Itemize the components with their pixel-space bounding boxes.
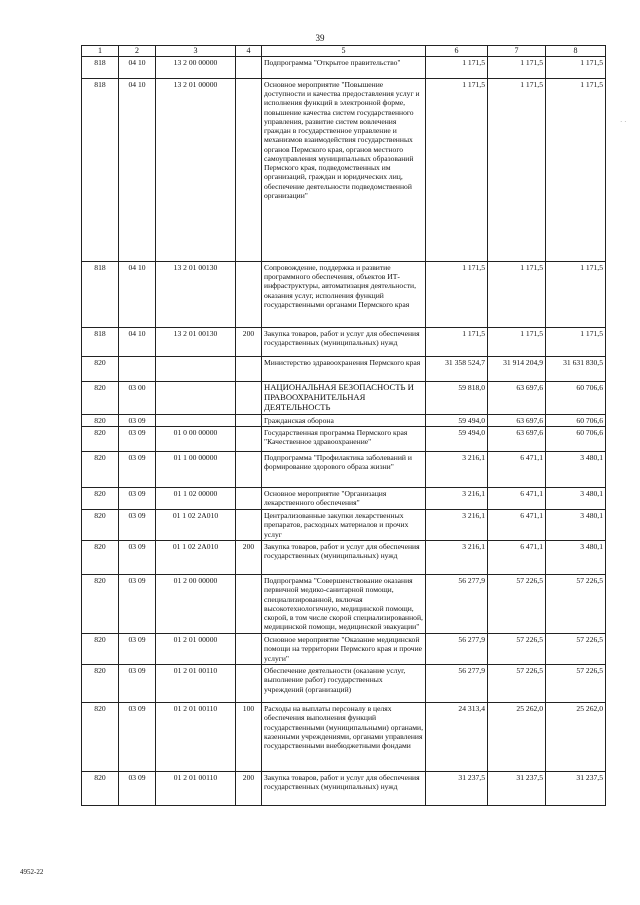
amount-year3-cell: 1 171,5: [546, 327, 606, 356]
item-name-cell: Подпрограмма "Профилактика заболеваний и формирование здорового образа жизни": [262, 452, 426, 488]
table-row: [82, 772, 606, 806]
item-name-cell: Централизованные закупки лекарственных препаратов, расходных материалов и прочих услуг: [262, 510, 426, 541]
admin-code-cell: 820: [82, 772, 119, 806]
amount-year1-cell: 3 216,1: [426, 452, 488, 488]
amount-year1-cell: 31 237,5: [426, 772, 488, 806]
item-name-cell: Государственная программа Пермского края "Качественное здравоохранение": [262, 427, 426, 452]
table-row: [82, 427, 606, 452]
amount-year2-cell: 6 471,1: [488, 541, 546, 575]
section-code-cell: 03 00: [119, 381, 156, 414]
amount-year2-cell: 31 914 204,9: [488, 356, 546, 381]
item-name-cell: Основное мероприятие "Оказание медицинской помощи на территории Пермского края и прочие услуги": [262, 634, 426, 665]
amount-year1-cell: 56 277,9: [426, 634, 488, 665]
amount-year2-cell: 57 226,5: [488, 575, 546, 634]
amount-year3-cell: 60 706,6: [546, 414, 606, 426]
expense-type-cell: [236, 634, 262, 665]
section-code-cell: 03 09: [119, 634, 156, 665]
amount-year3-cell: 3 480,1: [546, 488, 606, 510]
expense-type-cell: 200: [236, 327, 262, 356]
column-header: 8: [546, 46, 606, 57]
amount-year2-cell: 31 237,5: [488, 772, 546, 806]
admin-code-cell: 818: [82, 78, 119, 261]
target-article-cell: 01 2 01 00110: [156, 772, 236, 806]
amount-year2-cell: 1 171,5: [488, 327, 546, 356]
item-name-cell: Обеспечение деятельности (оказание услуг, выполнение работ) государственных учреждений (организаций): [262, 665, 426, 703]
amount-year1-cell: 1 171,5: [426, 327, 488, 356]
amount-year2-cell: 57 226,5: [488, 665, 546, 703]
item-name-cell: Подпрограмма "Открытое правительство": [262, 56, 426, 78]
target-article-cell: 01 0 00 00000: [156, 427, 236, 452]
item-name-cell: Закупка товаров, работ и услуг для обеспечения государственных (муниципальных) нужд: [262, 541, 426, 575]
amount-year3-cell: 57 226,5: [546, 634, 606, 665]
column-header: 1: [82, 46, 119, 57]
target-article-cell: 01 2 01 00000: [156, 634, 236, 665]
admin-code-cell: 820: [82, 452, 119, 488]
target-article-cell: 01 1 02 2А010: [156, 510, 236, 541]
admin-code-cell: 820: [82, 427, 119, 452]
expense-type-cell: [236, 488, 262, 510]
amount-year3-cell: 3 480,1: [546, 510, 606, 541]
section-code-cell: 03 09: [119, 703, 156, 772]
target-article-cell: [156, 381, 236, 414]
amount-year1-cell: 24 313,4: [426, 703, 488, 772]
amount-year1-cell: 56 277,9: [426, 575, 488, 634]
margin-mark: · ·: [620, 118, 627, 126]
column-header: 6: [426, 46, 488, 57]
expense-type-cell: 200: [236, 772, 262, 806]
target-article-cell: 13 2 01 00000: [156, 78, 236, 261]
admin-code-cell: 818: [82, 56, 119, 78]
amount-year2-cell: 63 697,6: [488, 414, 546, 426]
target-article-cell: 01 2 01 00110: [156, 665, 236, 703]
column-header: 7: [488, 46, 546, 57]
admin-code-cell: 820: [82, 575, 119, 634]
column-header: 4: [236, 46, 262, 57]
section-code-cell: 03 09: [119, 510, 156, 541]
target-article-cell: [156, 414, 236, 426]
item-name-cell: Гражданская оборона: [262, 414, 426, 426]
section-code-cell: 04 10: [119, 261, 156, 327]
amount-year2-cell: 1 171,5: [488, 78, 546, 261]
target-article-cell: 01 1 02 2А010: [156, 541, 236, 575]
section-code-cell: 03 09: [119, 772, 156, 806]
item-name-cell: Основное мероприятие "Организация лекарственного обеспечения": [262, 488, 426, 510]
footer-code: 4952-22: [20, 868, 44, 876]
column-number-row: [82, 46, 606, 57]
section-code-cell: 04 10: [119, 78, 156, 261]
amount-year1-cell: 56 277,9: [426, 665, 488, 703]
amount-year3-cell: 31 631 830,5: [546, 356, 606, 381]
table-row: [82, 356, 606, 381]
item-name-cell: НАЦИОНАЛЬНАЯ БЕЗОПАСНОСТЬ И ПРАВООХРАНИТЕЛЬНАЯ ДЕЯТЕЛЬНОСТЬ: [262, 381, 426, 414]
admin-code-cell: 820: [82, 414, 119, 426]
table-row: [82, 488, 606, 510]
table-row: [82, 575, 606, 634]
section-code-cell: 03 09: [119, 452, 156, 488]
admin-code-cell: 820: [82, 510, 119, 541]
page-number: 39: [315, 33, 325, 43]
amount-year3-cell: 1 171,5: [546, 56, 606, 78]
item-name-cell: Расходы на выплаты персоналу в целях обеспечения выполнения функций государственными (муниципальными) органами, казенными учреждениями, органами управления государственными внебюджетными фондами: [262, 703, 426, 772]
expense-type-cell: [236, 356, 262, 381]
target-article-cell: [156, 356, 236, 381]
admin-code-cell: 820: [82, 488, 119, 510]
table-row: [82, 261, 606, 327]
item-name-cell: Подпрограмма "Совершенствование оказания первичной медико-санитарной помощи, специализированной, включая высокотехнологичную, медицинской помощи, скорой, в том числе скорой специализированной, медицинской помощи, медицинской эвакуации": [262, 575, 426, 634]
amount-year3-cell: 3 480,1: [546, 541, 606, 575]
amount-year2-cell: 57 226,5: [488, 634, 546, 665]
section-code-cell: 04 10: [119, 327, 156, 356]
table-row: [82, 78, 606, 261]
amount-year1-cell: 1 171,5: [426, 56, 488, 78]
admin-code-cell: 820: [82, 356, 119, 381]
column-header: 2: [119, 46, 156, 57]
amount-year3-cell: 60 706,6: [546, 381, 606, 414]
item-name-cell: Сопровождение, поддержка и развитие программного обеспечения, объектов ИТ-инфраструктуры, автоматизация деятельности, оказания услуг, исполнения функций государственными органами Пермского края: [262, 261, 426, 327]
table-body: [82, 56, 606, 805]
admin-code-cell: 820: [82, 541, 119, 575]
expense-type-cell: [236, 56, 262, 78]
table-row: [82, 510, 606, 541]
amount-year1-cell: 31 358 524,7: [426, 356, 488, 381]
amount-year3-cell: 57 226,5: [546, 575, 606, 634]
table-row: [82, 665, 606, 703]
item-name-cell: Основное мероприятие "Повышение доступности и качества предоставления услуг и исполнения функций в электронной форме, повышение качества систем государственного управления, развитие систем вовлечения граждан в государственное управление и механизмов взаимодействия государственных органов Пермского края, органов местного самоуправления муниципальных образований Пермского края, подведомственных им организаций, граждан и юридических лиц, обеспечение деятельности подведомственной организации": [262, 78, 426, 261]
section-code-cell: 04 10: [119, 56, 156, 78]
expense-type-cell: [236, 665, 262, 703]
target-article-cell: 01 2 01 00110: [156, 703, 236, 772]
expense-type-cell: [236, 452, 262, 488]
target-article-cell: 01 1 00 00000: [156, 452, 236, 488]
table-row: [82, 634, 606, 665]
amount-year3-cell: 57 226,5: [546, 665, 606, 703]
amount-year3-cell: 25 262,0: [546, 703, 606, 772]
column-header: 3: [156, 46, 236, 57]
amount-year2-cell: 63 697,6: [488, 381, 546, 414]
target-article-cell: 01 2 00 00000: [156, 575, 236, 634]
amount-year1-cell: 59 494,0: [426, 414, 488, 426]
expense-type-cell: 200: [236, 541, 262, 575]
amount-year3-cell: 1 171,5: [546, 261, 606, 327]
table-row: [82, 56, 606, 78]
amount-year1-cell: 59 494,0: [426, 427, 488, 452]
section-code-cell: [119, 356, 156, 381]
section-code-cell: 03 09: [119, 414, 156, 426]
amount-year1-cell: 59 818,0: [426, 381, 488, 414]
amount-year2-cell: 25 262,0: [488, 703, 546, 772]
expense-type-cell: [236, 575, 262, 634]
amount-year1-cell: 3 216,1: [426, 541, 488, 575]
admin-code-cell: 818: [82, 261, 119, 327]
table-row: [82, 327, 606, 356]
amount-year2-cell: 1 171,5: [488, 56, 546, 78]
amount-year1-cell: 1 171,5: [426, 78, 488, 261]
expense-type-cell: [236, 78, 262, 261]
item-name-cell: Закупка товаров, работ и услуг для обеспечения государственных (муниципальных) нужд: [262, 327, 426, 356]
admin-code-cell: 820: [82, 703, 119, 772]
amount-year1-cell: 3 216,1: [426, 510, 488, 541]
section-code-cell: 03 09: [119, 665, 156, 703]
admin-code-cell: 820: [82, 381, 119, 414]
section-code-cell: 03 09: [119, 427, 156, 452]
column-header: 5: [262, 46, 426, 57]
amount-year2-cell: 63 697,6: [488, 427, 546, 452]
expense-type-cell: [236, 381, 262, 414]
amount-year3-cell: 1 171,5: [546, 78, 606, 261]
expense-type-cell: 100: [236, 703, 262, 772]
amount-year2-cell: 6 471,1: [488, 452, 546, 488]
amount-year3-cell: 3 480,1: [546, 452, 606, 488]
expense-type-cell: [236, 414, 262, 426]
amount-year3-cell: 60 706,6: [546, 427, 606, 452]
amount-year2-cell: 1 171,5: [488, 261, 546, 327]
budget-table: [81, 45, 606, 806]
item-name-cell: Закупка товаров, работ и услуг для обеспечения государственных (муниципальных) нужд: [262, 772, 426, 806]
item-name-cell: Министерство здравоохранения Пермского края: [262, 356, 426, 381]
admin-code-cell: 820: [82, 634, 119, 665]
table-row: [82, 703, 606, 772]
amount-year2-cell: 6 471,1: [488, 488, 546, 510]
amount-year2-cell: 6 471,1: [488, 510, 546, 541]
target-article-cell: 13 2 01 00130: [156, 327, 236, 356]
table-row: [82, 381, 606, 414]
admin-code-cell: 818: [82, 327, 119, 356]
amount-year3-cell: 31 237,5: [546, 772, 606, 806]
section-code-cell: 03 09: [119, 541, 156, 575]
table-row: [82, 414, 606, 426]
section-code-cell: 03 09: [119, 575, 156, 634]
amount-year1-cell: 1 171,5: [426, 261, 488, 327]
admin-code-cell: 820: [82, 665, 119, 703]
target-article-cell: 13 2 01 00130: [156, 261, 236, 327]
amount-year1-cell: 3 216,1: [426, 488, 488, 510]
table-row: [82, 452, 606, 488]
expense-type-cell: [236, 510, 262, 541]
expense-type-cell: [236, 261, 262, 327]
target-article-cell: 01 1 02 00000: [156, 488, 236, 510]
table-row: [82, 541, 606, 575]
target-article-cell: 13 2 00 00000: [156, 56, 236, 78]
expense-type-cell: [236, 427, 262, 452]
section-code-cell: 03 09: [119, 488, 156, 510]
